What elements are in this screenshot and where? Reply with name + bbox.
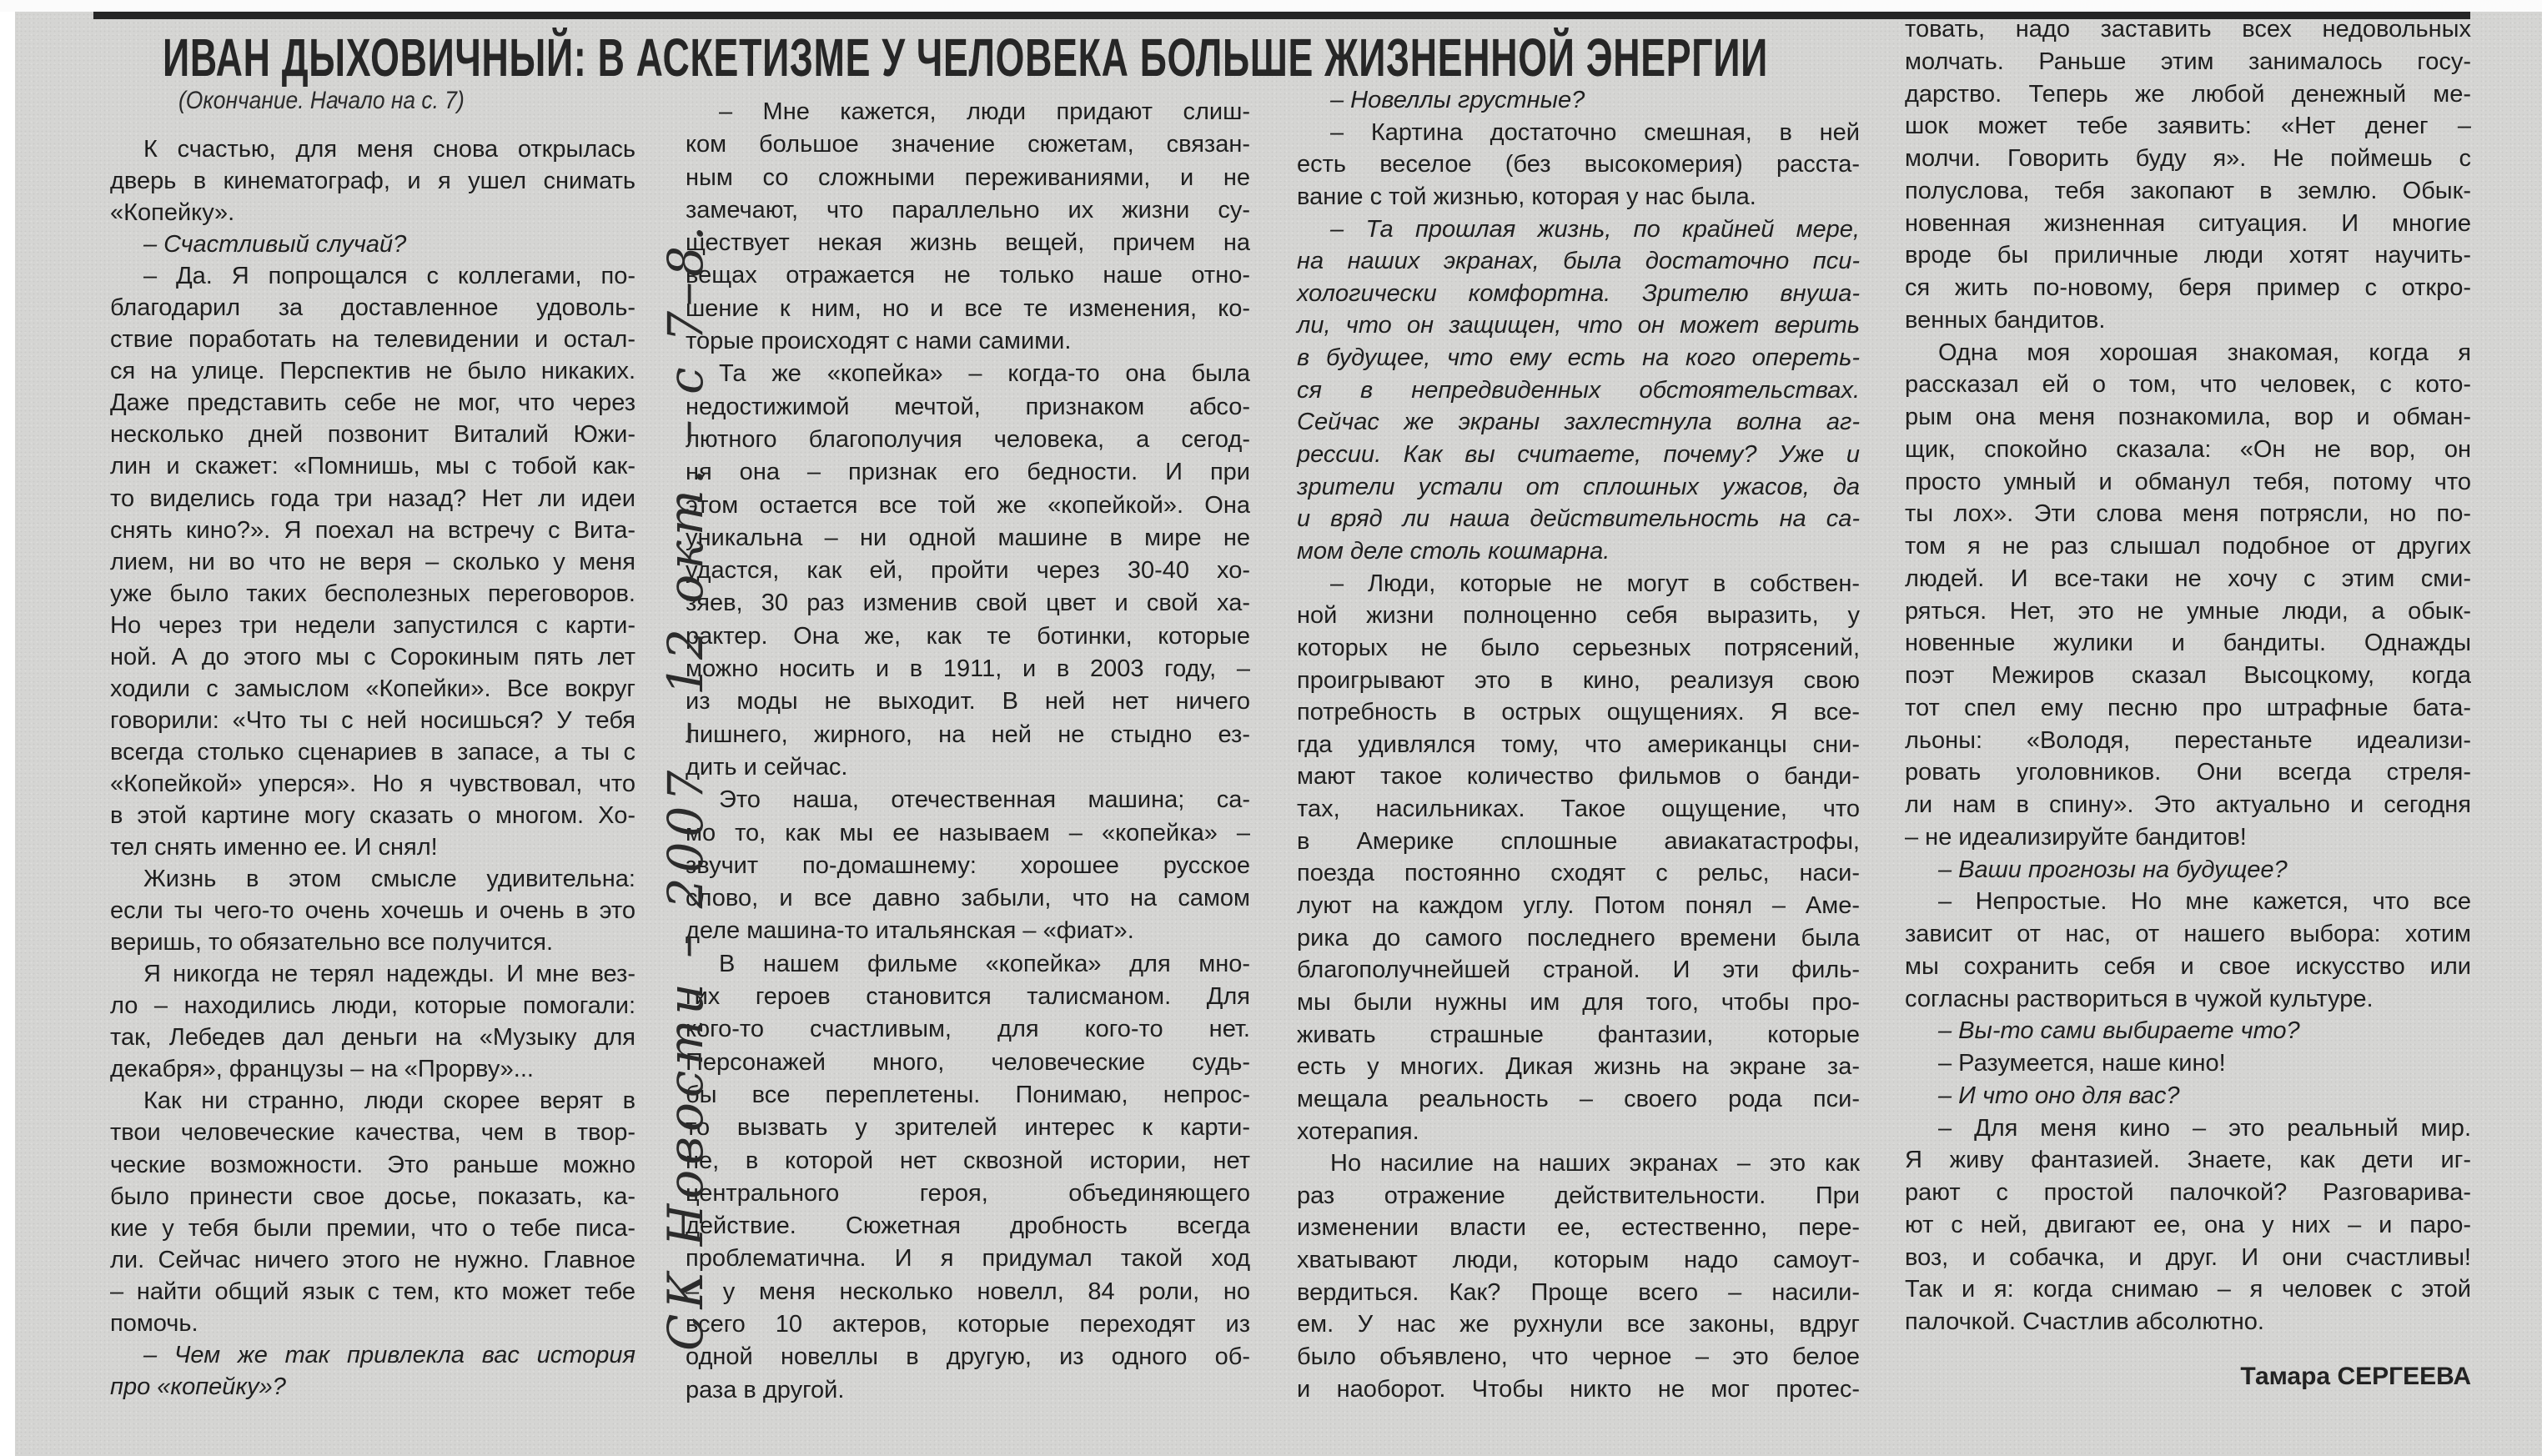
text-line: этом остается все той же «копейкой». Она [686,491,1250,519]
text-line: воз, и собачка, и друг. И они счастливы! [1905,1243,2471,1271]
text-line: – найти общий язык с тем, кто может тебе [110,1278,636,1305]
text-line: – Мне кажется, люди придают слиш- [719,98,1250,125]
text-line: всего 10 актеров, которые переходят из [686,1310,1250,1338]
text-line: дверь в кинематограф, и я ушел снимать [110,168,636,195]
text-line: вердиться. Как? Проще всего – насили- [1297,1278,1860,1306]
text-line: молчи. Говорить буду я». Не поймешь с [1905,145,2471,172]
text-line: лием, ни во что не веря – сколько у меня [110,548,636,575]
text-line: не, в которой нет сквозной истории, нет [686,1147,1250,1174]
text-line: ли нам в спину». Это актуально и сегодня [1905,791,2471,818]
text-line: – И что оно для вас? [1938,1082,2180,1109]
text-line: тах, насильниках. Такое ощущение, что [1297,796,1860,823]
text-line: поезда постоянно сходят с рельс, наси- [1297,860,1860,887]
text-line: мом деле столь кошмарна. [1297,537,1610,565]
text-line: рают с простой палочкой? Разговарива- [1905,1179,2471,1206]
text-line: благополучнейшей страной. И эти филь- [1297,956,1860,984]
text-line: мы сохранить себя и свое искусство или [1905,952,2471,980]
text-line: хологически комфортна. Зрителю внуша- [1297,279,1860,307]
text-line: Персонажей много, человеческие судь- [686,1048,1250,1076]
text-line: ся в непредвиденных обстоятельствах. [1297,376,1860,404]
text-line: Так и я: когда снимаю – я человек с этой [1905,1276,2471,1303]
text-line: было принести свое досье, показать, ка- [110,1182,636,1210]
text-line: потребность в острых ощущениях. Я все- [1297,699,1860,726]
text-line: новенные жулики и бандиты. Однажды [1905,630,2471,657]
text-line: гих героев становится талисманом. Для [686,983,1250,1011]
text-line: Одна моя хорошая знакомая, когда я [1938,339,2471,366]
text-line: тот спел ему песню про штрафные бата- [1905,694,2471,721]
text-line: – не идеализируйте бандитов! [1905,823,2247,851]
text-line: зрители устали от сплошных ужасов, да [1297,473,1860,500]
text-line: ты лох». Эти слова меня потрясли, но по- [1905,500,2471,528]
text-line: ряться. Нет, это не умные люди, а обык- [1905,597,2471,625]
text-line: дарство. Теперь же любой денежный ме- [1905,80,2471,108]
text-line: в будущее, что ему есть на кого опереть- [1297,344,1860,372]
text-line: раз отражение действительности. При [1297,1182,1860,1209]
text-line: Жизнь в этом смысле удивительна: [143,866,636,893]
text-line: проблематична. И я придумал такой ход [686,1245,1250,1273]
text-line: поэт Межиров сказал Высоцкому, когда [1905,662,2471,689]
text-line: ходили с замыслом «Копейки». Все вокруг [110,675,636,702]
text-line: палочкой. Счастлив абсолютно. [1905,1308,2264,1335]
text-line: недостижимой мечтой, признаком абсо- [686,393,1250,420]
text-line: в этой картине могу сказать о многом. Хо- [110,801,636,829]
text-line: льоны: «Володя, перестаньте идеализи- [1905,726,2471,754]
text-line: ческие возможности. Это раньше можно [110,1151,636,1178]
text-line: луют на каждом углу. Потом понял – Аме- [1297,892,1860,920]
text-line: венных бандитов. [1905,306,2106,334]
text-line: уникальна – ни одной машине в мире не [686,524,1250,551]
text-line: Та же «копейка» – когда-то она была [719,360,1250,388]
text-line: – Счастливый случай? [143,231,407,259]
text-line: помочь. [110,1309,198,1337]
text-line: бы все переплетены. Понимаю, непрос- [686,1081,1250,1108]
text-line: Это наша, отечественная машина; са- [719,786,1250,814]
text-line: шок может тебе заявить: «Нет денег – [1905,113,2471,140]
text-line: ровать уголовников. Они всегда стреля- [1905,759,2471,786]
text-line: «Копейкой» уперся». Но я чувствовал, что [110,770,636,797]
text-line: ся на улице. Перспектив не было никаких. [110,358,636,385]
text-line: есть веселое (без высокомерия) расста- [1297,151,1860,178]
article-column-4 [1905,13,2471,1338]
text-line: и наоборот. Чтобы никто не мог протес- [1297,1375,1860,1403]
text-line: – Вы-то сами выбираете что? [1938,1017,2300,1045]
text-line: зависит от нас, от нашего выбора: хотим [1905,921,2471,947]
text-line: К счастью, для меня снова открылась [143,136,636,163]
text-line: ствие поработать на телевидении и остал- [110,326,636,354]
text-line: рактер. Она же, как те ботинки, которые [686,622,1250,650]
text-line: просто умный и обманул тебя, потому что [1905,468,2471,495]
text-line: Сейчас же экраны захлестнула волна аг- [1297,409,1860,436]
text-line: мо то, как мы ее называем – «копейка» – [686,819,1250,846]
text-line: Я живу фантазией. Знаете, как дети иг- [1905,1147,2471,1174]
text-line: ют с ней, двигают ее, она у них – и паро- [1905,1211,2471,1238]
text-line: всегда столько сценариев в запасе, а ты с [110,738,636,766]
text-line: ной. А до этого мы с Сорокиным пять лет [110,643,636,670]
text-line: вещах отражается не только наше отно- [686,262,1250,289]
text-line: кого-то счастливым, для кого-то нет. [686,1016,1250,1043]
text-line: ня она – признак его бедности. И при [686,459,1250,486]
text-line: ным со сложными переживаниями, и не [686,163,1250,191]
text-line: Но через три недели запустился с карти- [110,611,636,639]
text-line: кие у тебя были премии, что о тебе писа- [110,1214,636,1242]
text-line: звучит по-домашнему: хорошее русское [686,851,1250,879]
text-line: – Люди, которые не могут в собствен- [1330,570,1860,597]
text-line: ществует некая жизнь вещей, причем на [686,229,1250,257]
text-line: про «копейку»? [110,1373,286,1400]
text-line: – Картина достаточно смешная, в ней [1330,118,1860,146]
text-line: том я не раз слышал подобное от других [1905,533,2471,560]
text-line: то вызвать у зрителей интерес к карти- [686,1114,1250,1142]
text-line: рика до самого последнего времени была [1297,924,1860,951]
text-line: вание с той жизнью, которая у нас была. [1297,183,1756,210]
headline-container [163,28,1768,88]
text-line: товать, надо заставить всех недовольных [1905,16,2471,43]
text-line: – Та прошлая жизнь, по крайней мере, [1330,215,1860,243]
text-line: вроде бы приличные люди хотят научить- [1905,242,2471,269]
text-line: из моды не выходит. В ней нет ничего [686,688,1250,715]
article-headline: ИВАН ДЫХОВИЧНЫЙ: В АСКЕТИЗМЕ У ЧЕЛОВЕКА БОЛЬШЕ ЖИЗНЕННОЙ ЭНЕРГИИ [163,28,1768,88]
handwritten-note: СК Новости – 2007 – 12 окт. – с 7–8. [657,220,714,1351]
text-line: ли, что он защищен, что он может верить [1297,312,1860,339]
text-line: деле машина-то итальянская – «фиат». [686,917,1134,945]
text-line: Я никогда не терял надежды. И мне вез- [143,961,636,988]
text-line: и вряд ли наша действительность на са- [1297,505,1860,533]
text-line: – у меня несколько новелл, 84 роли, но [686,1278,1250,1305]
text-line: ло – находились люди, которые помогали: [110,992,636,1020]
text-line: мещала реальность – своего рода пси- [1297,1085,1860,1112]
text-line: дить и сейчас. [686,753,848,781]
text-line: раза в другой. [686,1376,845,1403]
text-line: лишнего, жирного, на ней не стыдно ез- [686,720,1250,748]
text-line: Но насилие на наших экранах – это как [1330,1150,1860,1177]
text-line: В нашем фильме «копейка» для мно- [719,950,1250,977]
text-line: если ты чего-то очень хочешь и очень в это [110,897,636,925]
scan-margin [0,0,2542,12]
text-line: рессии. Как вы считаете, почему? Уже и [1297,441,1860,469]
article-column-3 [1297,84,1860,1405]
article-column-1 [110,133,636,1403]
text-line: одной новеллы в другую, из одного об- [686,1343,1250,1371]
text-line: мы были нужны им для того, чтобы про- [1297,988,1860,1016]
text-line: – Чем же так привлекла вас история [143,1341,636,1368]
text-line: – Для меня кино – это реальный мир. [1938,1114,2471,1142]
text-line: ком большое значение сюжетам, связан- [686,131,1250,158]
continuation-note: (Окончание. Начало на с. 7) [178,87,465,114]
text-line: замечают, что параллельно их жизни су- [686,196,1250,223]
text-line: зяев, 30 раз изменив свой цвет и свой ха- [686,590,1250,617]
text-line: проигрывают это в кино, реализуя свою [1297,666,1860,694]
text-line: рым она меня познакомила, вор и обман- [1905,404,2471,430]
text-line: слово, и все давно забыли, что на самом [686,885,1250,912]
text-line: живать страшные фантазии, которые [1297,1021,1860,1048]
text-line: можно носить и в 1911, и в 2003 году, – [686,655,1250,683]
text-line: – Да. Я попрощался с коллегами, по- [143,263,636,290]
text-line: веришь, то обязательно все получится. [110,929,554,956]
text-line: лин и скажет: «Помнишь, мы с тобой как- [110,453,636,480]
author-byline: Тамара СЕРГЕЕВА [2240,1363,2471,1390]
text-line: хватывают люди, которым надо самоут- [1297,1247,1860,1274]
text-line: центрального героя, объединяющего [686,1179,1250,1207]
text-line: – Новеллы грустные? [1330,87,1585,113]
text-line: изменении власти ее, естественно, пере- [1297,1214,1860,1242]
text-line: мают такое количество фильмов о банди- [1297,763,1860,791]
text-line: гда удивлялся тому, что американцы сни- [1297,731,1860,758]
text-line: щик, спокойно сказала: «Он не вор, он [1905,435,2471,463]
text-line: – Ваши прогнозы на будущее? [1938,856,2288,883]
text-line: людей. И все-таки не хочу с этим сми- [1905,565,2471,592]
article-column-2 [686,96,1250,1407]
text-line: ем. У нас же рухнули все законы, вдруг [1297,1311,1860,1338]
text-line: Даже представить себе не мог, что через [110,389,636,417]
text-line: на наших экранах, была достаточно пси- [1297,248,1860,275]
text-line: твои человеческие качества, чем в твор- [110,1119,636,1147]
text-line: ной жизни полноценно себя выразить, у [1297,602,1860,630]
text-line: которых не было серьезных потрясений, [1297,634,1860,661]
text-line: полуслова, тебя закопают в землю. Обык- [1905,177,2471,204]
text-line: ли. Сейчас ничего этого не нужно. Главное [110,1246,636,1273]
text-line: действие. Сюжетная дробность всегда [686,1212,1250,1240]
text-line: Как ни странно, люди скорее верят в [143,1087,636,1115]
text-line: уже было таких бесполезных переговоров. [110,580,636,607]
text-line: – Непростые. Но мне кажется, что все [1938,888,2471,916]
text-line: шение к ним, но и все те изменения, ко- [686,294,1250,322]
text-line: то виделись года три назад? Нет ли идеи [110,484,636,512]
text-line: согласны раствориться в чужой культуре. [1905,985,2374,1012]
text-line: рассказал ей о том, что человек, с кото- [1905,371,2471,399]
text-line: тел снять именно ее. И снял! [110,834,438,861]
text-line: ся жить по-новому, беря пример с откро- [1905,274,2471,301]
text-line: торые происходят с нами самими. [686,328,1072,355]
text-line: было объявлено, что черное – это белое [1297,1343,1860,1370]
text-line: удастся, как ей, пройти через 30-40 хо- [686,557,1250,585]
text-line: лютного благополучия человека, а сегод- [686,425,1250,453]
text-line: есть у многих. Дикая жизнь на экране за- [1297,1053,1860,1081]
text-line: благодарил за доставленное удоволь- [110,294,636,322]
text-line: декабря», французы – на «Прорву»... [110,1056,534,1083]
text-line: говорили: «Что ты с ней носишься? У тебя [110,706,636,734]
text-line: «Копейку». [110,199,235,227]
text-line: новенная жизненная ситуация. И многие [1905,209,2471,237]
text-line: хотерапия. [1297,1117,1419,1145]
text-line: снять кино?». Я поехал на встречу с Вита- [110,516,636,544]
text-line: – Разумеется, наше кино! [1938,1050,2226,1077]
text-line: молчать. Раньше этим занималось госу- [1905,48,2471,75]
text-line: в Америке сплошные авиакатастрофы, [1297,827,1860,855]
text-line: несколько дней позвонит Виталий Южи- [110,421,636,449]
text-line: так, Лебедев дал деньги на «Музыку для [110,1024,636,1052]
